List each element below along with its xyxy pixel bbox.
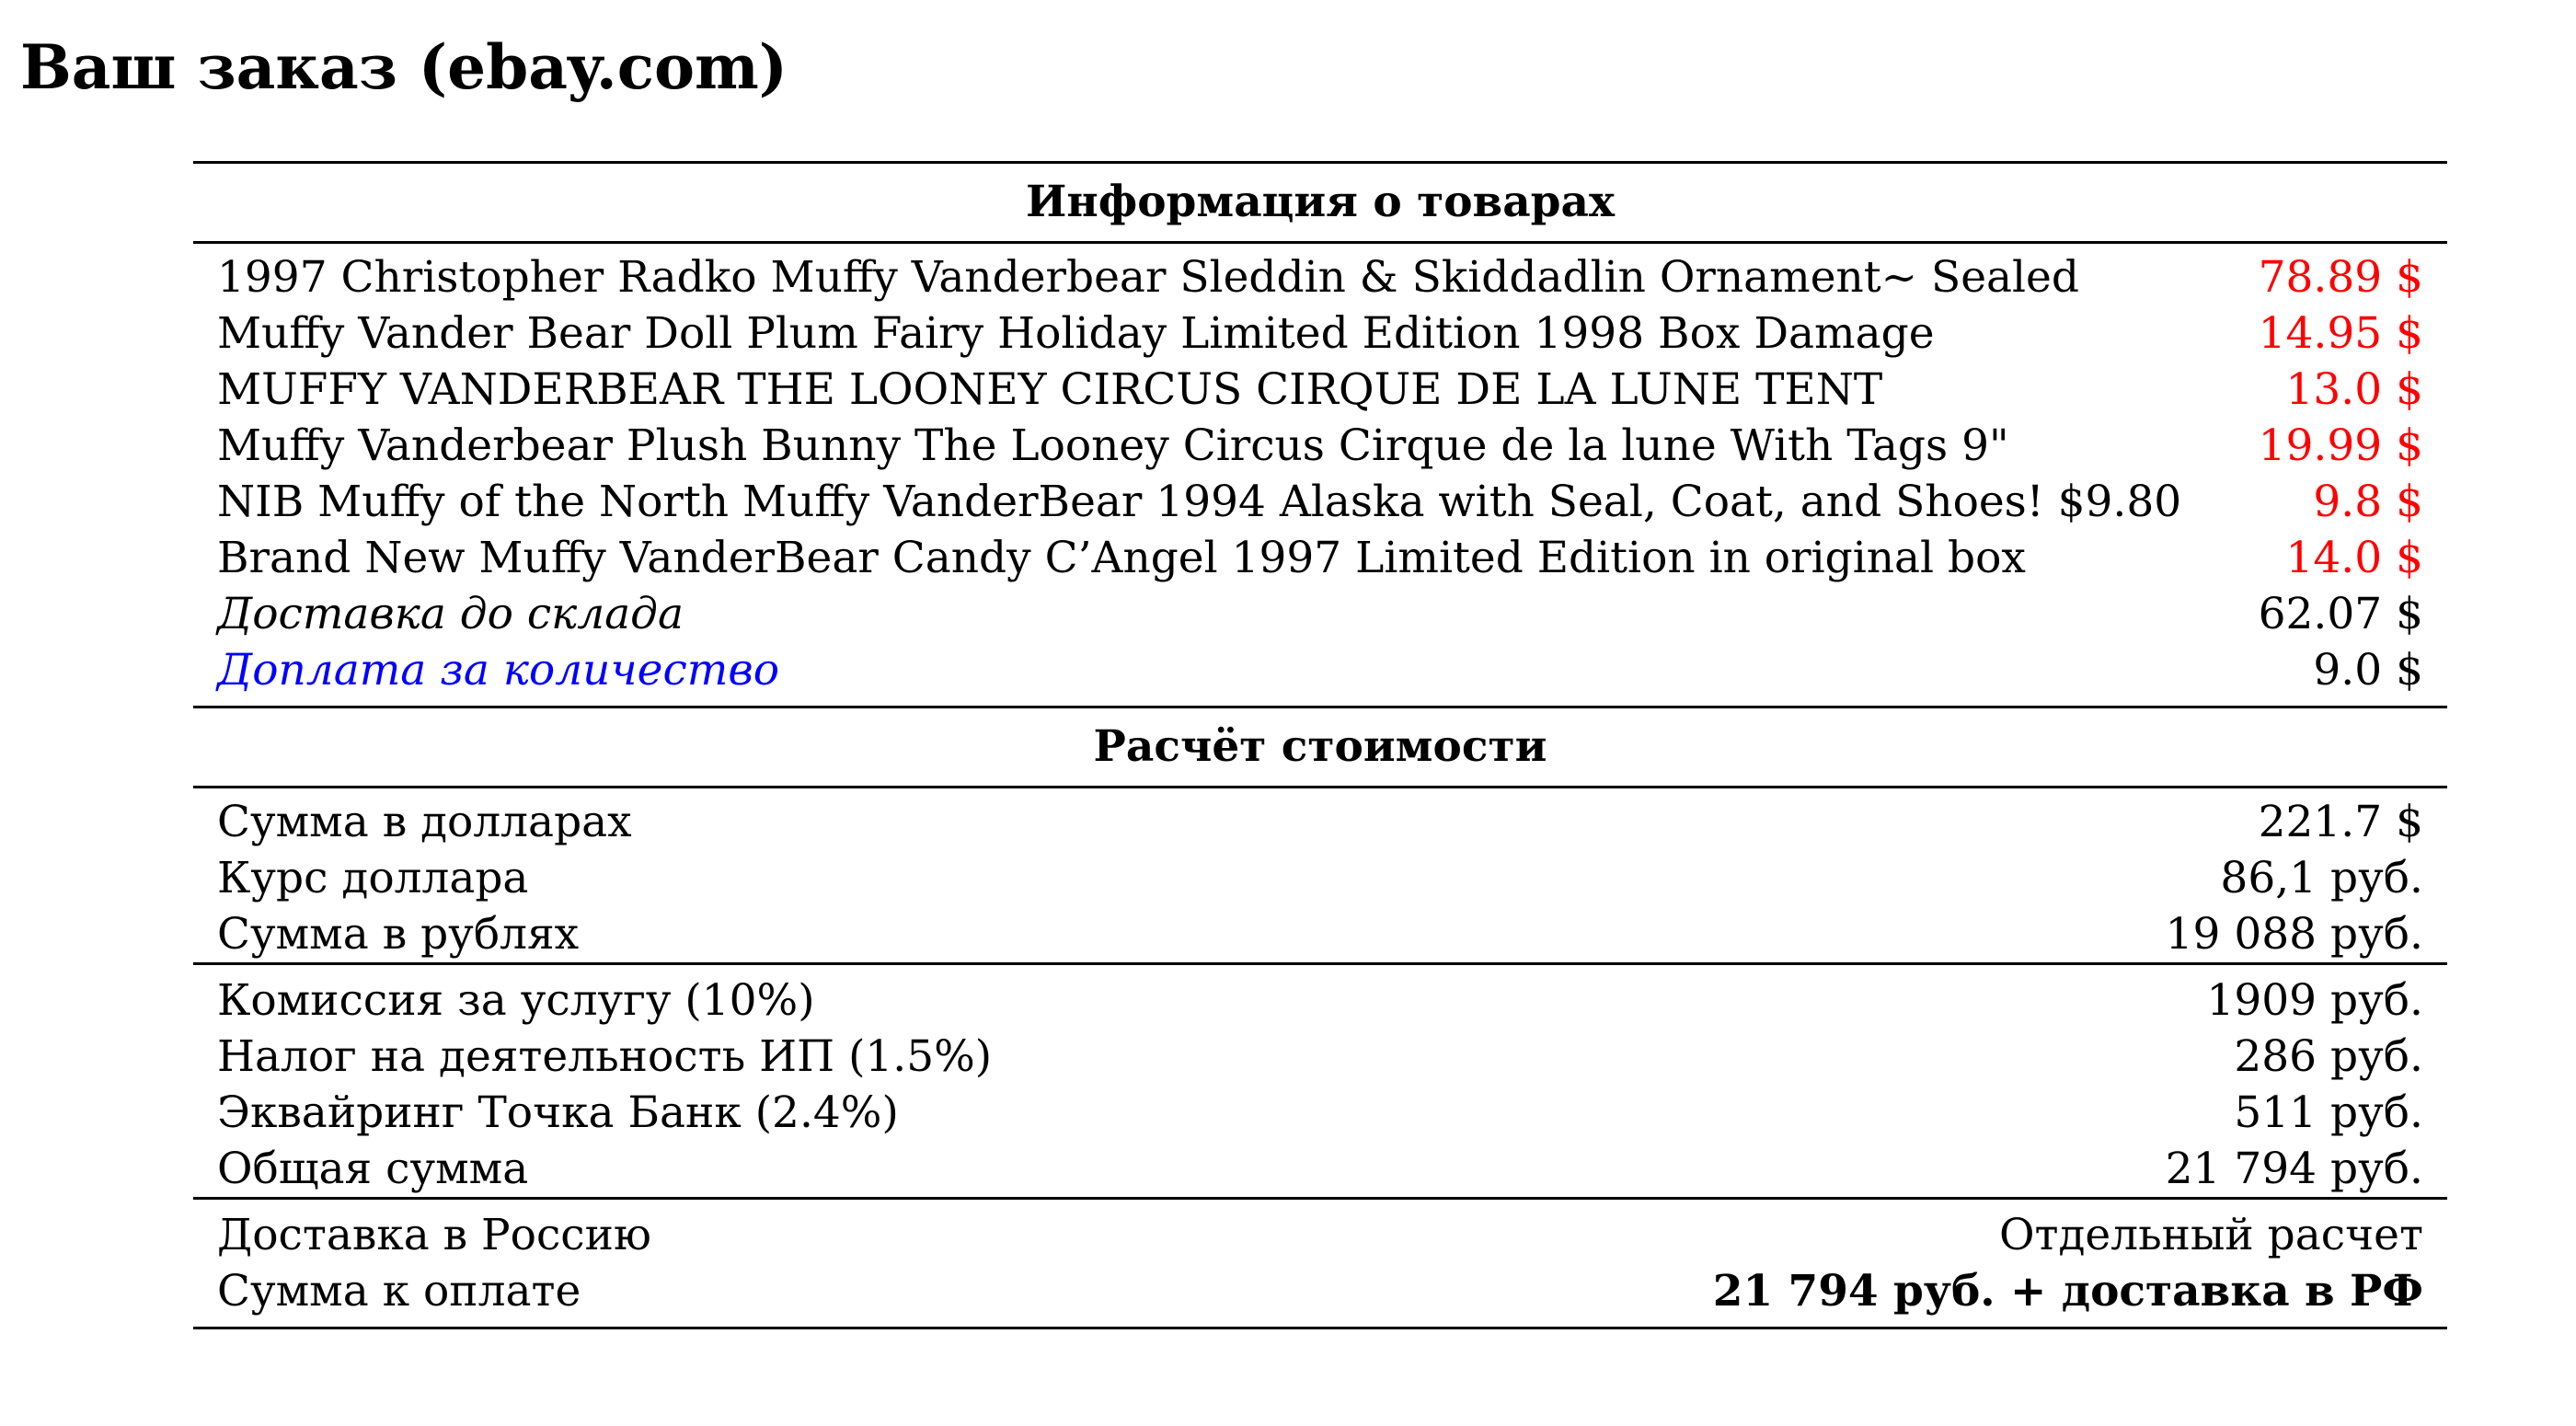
usd-total-row [193,788,2447,851]
calculation-section-header [193,708,2447,788]
quantity-surcharge-value: 9.0 $ [2205,642,2447,707]
russia-shipping-label: Доставка в Россию [193,1199,1689,1264]
commission-label: Комиссия за услугу (10%) [193,964,1689,1029]
warehouse-shipping-label: Доставка до склада [217,589,684,639]
calculation-header: Расчёт стоимости [193,708,2447,788]
product-row [193,305,2447,362]
commission-value: 1909 руб. [1689,964,2447,1029]
russia-shipping-row [193,1199,2447,1264]
product-row [193,418,2447,474]
to-pay-row [193,1263,2447,1328]
rub-total-row [193,906,2447,964]
product-price: 78.89 $ [2258,252,2423,303]
products-header: Информация о товарах [193,163,2447,243]
rub-total-label: Сумма в рублях [217,909,580,960]
product-name: NIB Muffy of the North Muffy VanderBear 1994 Alaska with Seal, Coat, and Shoes! $9.80 [217,477,2182,527]
product-name: Muffy Vanderbear Plush Bunny The Looney Circus Cirque de la lune With Tags 9" [217,420,2009,471]
usd-total-value: 221.7 $ [2258,797,2423,847]
acquiring-label: Эквайринг Точка Банк (2.4%) [217,1087,899,1138]
product-price: 9.8 $ [2313,477,2423,527]
product-row [193,243,2447,306]
rub-total-value: 19 088 руб. [2165,909,2423,960]
product-price: 19.99 $ [2258,420,2423,471]
products-section-header [193,163,2447,243]
to-pay-label: Сумма к оплате [193,1263,1689,1328]
grand-total-value: 21 794 руб. [2165,1144,2423,1194]
product-price: 14.95 $ [2258,308,2423,359]
warehouse-shipping-row [193,586,2447,642]
quantity-surcharge-row [193,642,2447,707]
product-price: 14.0 $ [2285,533,2423,583]
usd-total-label: Сумма в долларах [217,797,632,847]
usd-rate-row [193,850,2447,906]
usd-rate-label: Курс доллара [217,853,529,903]
order-table [193,161,2447,708]
page-title: Ваш заказ (ebay.com) [20,31,788,103]
product-name: Muffy Vander Bear Doll Plum Fairy Holiday Limited Edition 1998 Box Damage [217,308,1935,359]
product-name: 1997 Christopher Radko Muffy Vanderbear Sleddin & Skiddadlin Ornament~ Sealed [217,252,2079,303]
usd-rate-value: 86,1 руб. [2220,853,2423,903]
product-name: MUFFY VANDERBEAR THE LOONEY CIRCUS CIRQUE DE LA LUNE TENT [217,364,1883,415]
quantity-surcharge-label: Доплата за количество [193,642,2205,707]
warehouse-shipping-value: 62.07 $ [2258,589,2423,639]
tax-row [193,1029,2447,1085]
product-row [193,362,2447,418]
acquiring-value: 511 руб. [2234,1087,2423,1138]
to-pay-value: 21 794 руб. + доставка в РФ [1689,1263,2447,1328]
product-row [193,474,2447,530]
commission-row [193,964,2447,1029]
product-price: 13.0 $ [2285,364,2423,415]
calculation-table [193,708,2447,1329]
grand-total-row [193,1141,2447,1199]
grand-total-label: Общая сумма [217,1144,529,1194]
tax-value: 286 руб. [2234,1031,2423,1082]
tax-label: Налог на деятельность ИП (1.5%) [217,1031,993,1082]
product-row [193,530,2447,586]
product-name: Brand New Muffy VanderBear Candy C’Angel 1997 Limited Edition in original box [217,533,2026,583]
acquiring-row [193,1085,2447,1141]
russia-shipping-value: Отдельный расчет [1689,1199,2447,1264]
